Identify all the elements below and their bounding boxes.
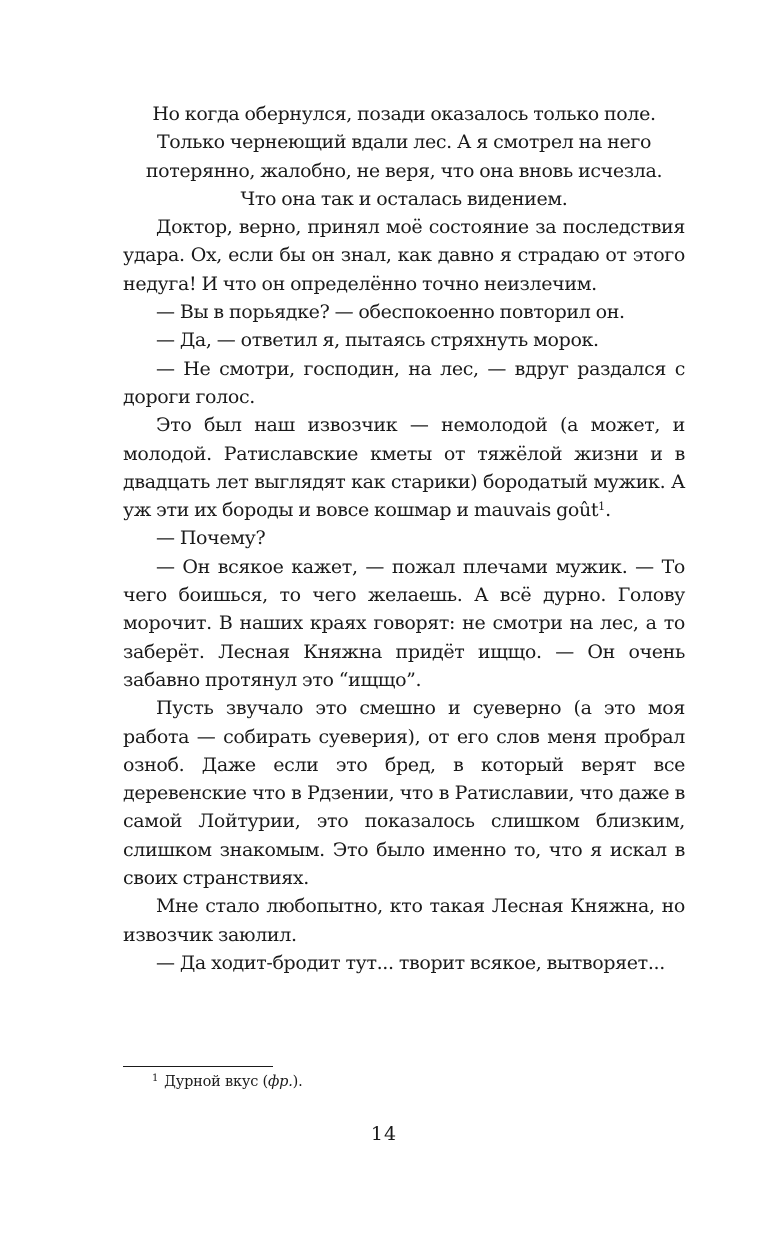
- paragraph-1-line-4: Что она так и осталась видением.: [240, 187, 568, 210]
- paragraph-coachman: [123, 411, 685, 524]
- page-number: 14: [370, 1123, 398, 1145]
- footnote-reference: 1: [598, 500, 606, 514]
- dialogue-wanders: — Да ходит-бродит тут... творит всякое, вытворяет...: [156, 951, 665, 974]
- footnote-divider: [123, 1066, 273, 1067]
- paragraph-doctor: Доктор, верно, принял моё состояние за последствия удара. Ох, если бы он знал, как давно я страдаю от этого недуга! И что он определённо точно неизлечим.: [123, 216, 685, 295]
- footnote: [152, 1072, 672, 1092]
- footnote-text: Дурной вкус (: [164, 1074, 268, 1090]
- footnote-close: ).: [292, 1074, 303, 1090]
- paragraph-1-line-1: Но когда обернулся, позади оказалось только поле.: [152, 103, 656, 125]
- paragraph-coachman-end: .: [605, 499, 611, 522]
- dialogue-forest: — Он всякое кажет, — пожал плечами мужик. — То чего боишься, то чего желаешь. А всё дурно. Голову морочит. В наших краях говорят: не смотри на лес, а то заберёт. Лесная Княжна придёт ищщо. — Он очень забавно протянул это “ищщо”.: [123, 555, 685, 691]
- dialogue-dont-look: — Не смотри, господин, на лес, — вдруг раздался с дороги голос.: [123, 357, 685, 408]
- footnote-language: фр.: [268, 1074, 293, 1090]
- footnote-mark: 1: [152, 1073, 159, 1084]
- paragraph-superstition: Пусть звучало это смешно и суеверно (а это моя работа — собирать суеверия), от его слов меня пробрал озноб. Даже если это бред, в который верят все деревенские что в Рдзении, что в Ратиславии, что даже в самой Лойтурии, это показалось слишком близким, слишком знакомым. Это было именно то, что я искал в своих странствиях.: [123, 697, 685, 890]
- dialogue-yes: — Да, — ответил я, пытаясь стряхнуть морок.: [156, 329, 599, 352]
- dialogue-are-you-ok: — Вы в порьядке? — обеспокоенно повторил он.: [156, 301, 625, 324]
- dialogue-why: — Почему?: [156, 527, 266, 550]
- paragraph-curious: Мне стало любопытно, кто такая Лесная Княжна, но извозчик заюлил.: [123, 895, 685, 946]
- paragraph-coachman-text: Это был наш извозчик — немолодой (а может, и молодой. Ратиславские кметы от тяжёлой жизни и в двадцать лет выглядят как старики) бородатый мужик. А уж эти их бороды и вовсе кошмар и mauvais goût: [123, 414, 685, 522]
- paragraph-1-line-2: Только чернеющий вдали лес. А я смотрел на него: [156, 131, 652, 154]
- body-text: [123, 100, 685, 977]
- paragraph-1-line-3: потерянно, жалобно, не веря, что она вновь исчезла.: [145, 159, 663, 182]
